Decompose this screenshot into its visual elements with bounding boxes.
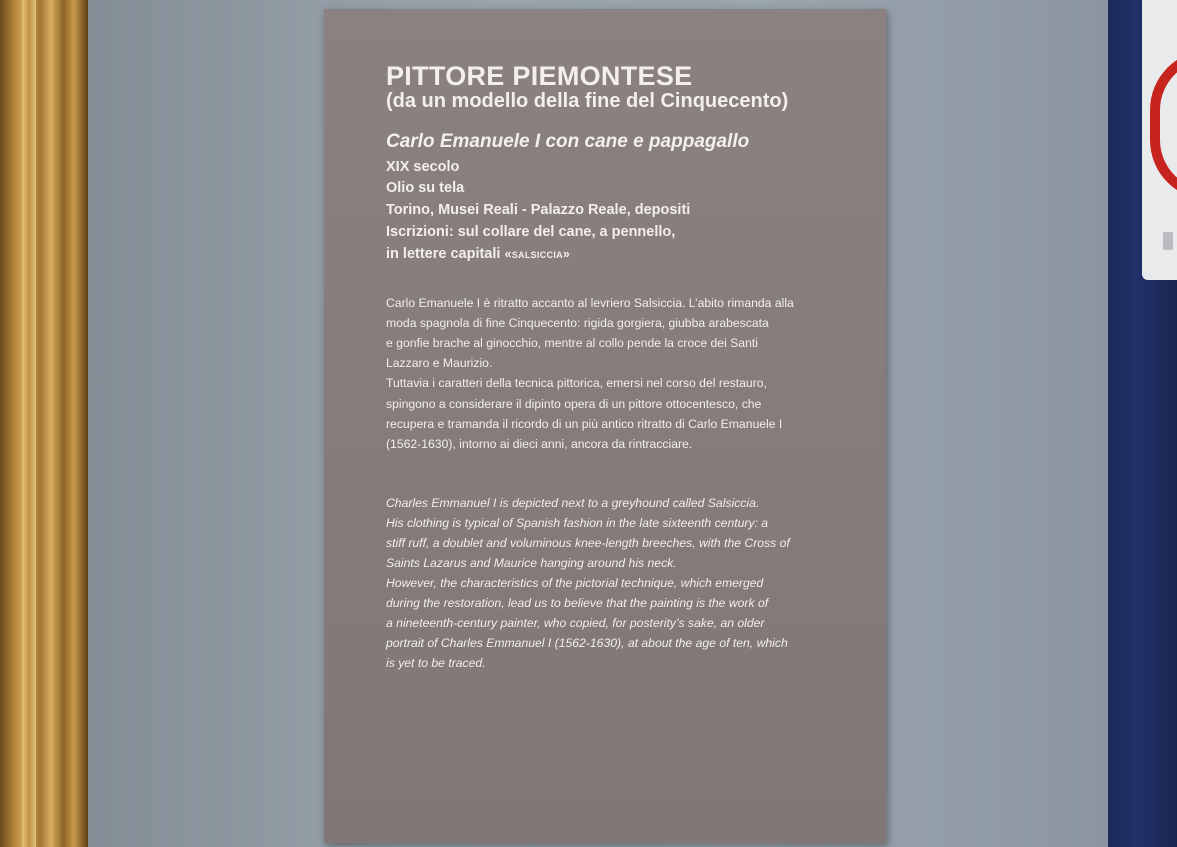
inscription-text: «salsiccia» (504, 247, 571, 261)
italian-text-line: spingono a considerare il dipinto opera di un pittore ottocentesco, che (386, 397, 762, 411)
detail-inscription-line (386, 246, 570, 262)
italian-text-line: Tuttavia i caratteri della tecnica pittorica, emersi nel corso del restauro, (386, 376, 767, 390)
detail-date: XIX secolo (386, 159, 460, 175)
english-text-line: is yet to be traced. (386, 656, 486, 670)
inscription-intro: in lettere capitali (386, 246, 505, 262)
work-title: Carlo Emanuele I con cane e pappagallo (386, 131, 750, 152)
frame-highlight (22, 0, 36, 847)
english-text-line: Saints Lazarus and Maurice hanging around his neck. (386, 556, 677, 570)
english-text-line: stiff ruff, a doublet and voluminous knee-length breeches, with the Cross of (386, 536, 790, 550)
english-text-line: However, the characteristics of the pictorial technique, which emerged (386, 576, 764, 590)
english-text-line: portrait of Charles Emmanuel I (1562-1630), at about the age of ten, which (386, 636, 788, 650)
english-text-line: during the restoration, lead us to believe that the painting is the work of (386, 596, 769, 610)
detail-inscription: Iscrizioni: sul collare del cane, a pennello, (386, 224, 676, 240)
artist-name: PITTORE PIEMONTESE (386, 61, 693, 91)
detail-medium: Olio su tela (386, 180, 465, 196)
english-text-line: His clothing is typical of Spanish fashion in the late sixteenth century: a (386, 516, 769, 530)
english-text-line: a nineteenth-century painter, who copied, for posterity’s sake, an older (386, 616, 765, 630)
artist-note: (da un modello della fine del Cinquecento) (386, 90, 789, 112)
museum-label-panel (324, 9, 886, 843)
italic-text-line: Carlo Emanuele I è ritratto accanto al levriero Salsiccia. L’abito rimanda alla (386, 296, 794, 310)
italian-text-line: Lazzaro e Maurizio. (386, 356, 493, 370)
sign-mark (1163, 232, 1173, 250)
italian-text-line: (1562-1630), intorno ai dieci anni, ancora da rintracciare. (386, 437, 693, 451)
italian-text-line: recupera e tramanda il ricordo di un più antico ritratto di Carlo Emanuele I (386, 417, 783, 431)
detail-location: Torino, Musei Reali - Palazzo Reale, depositi (386, 202, 691, 218)
italian-text-line: moda spagnola di fine Cinquecento: rigida gorgiera, giubba arabescata (386, 316, 769, 330)
english-text-line: Charles Emmanuel I is depicted next to a greyhound called Salsiccia. (386, 496, 760, 510)
italian-text-line: e gonfie brache al ginocchio, mentre al collo pende la croce dei Santi (386, 336, 758, 350)
gilded-picture-frame (0, 0, 88, 847)
